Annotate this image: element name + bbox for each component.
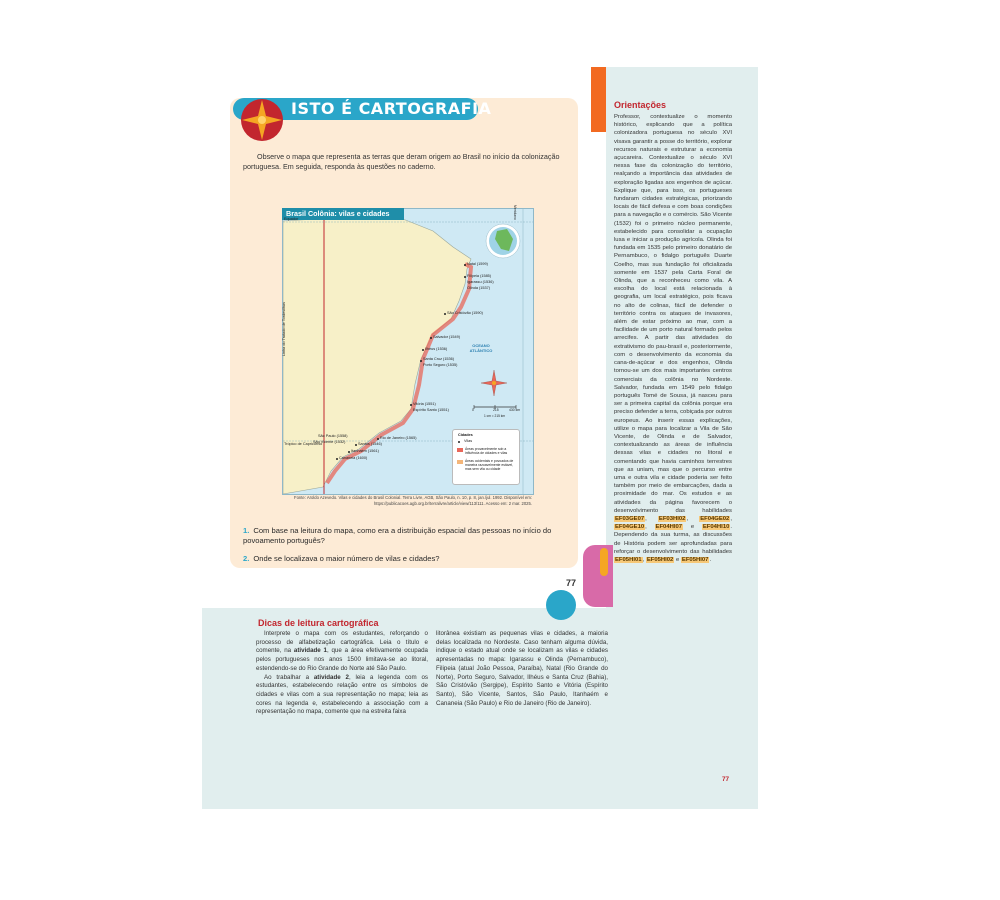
city-dot xyxy=(410,404,412,406)
orientacoes-text-d: e xyxy=(675,556,680,563)
dicas-text: , que a área efetivamente ocupada pelos portugueses nos anos 1500 limitava-se ao litoral, estendendo-se do Rio Grande do Norte até São Paulo. xyxy=(256,647,428,672)
place-rio-de-janeiro: Rio de Janeiro (1565) xyxy=(380,436,417,440)
skill-code: EF04GE10 xyxy=(615,524,645,531)
place-espirito-santo: Espírito Santo (1551) xyxy=(413,408,449,412)
map-legend xyxy=(452,429,520,485)
city-dot xyxy=(430,337,432,339)
question-1-number: 1. xyxy=(243,526,250,535)
place-natal: Natal (1599) xyxy=(467,262,488,266)
place-sao-cristovao: São Cristóvão (1590) xyxy=(447,311,483,315)
scale-end: 430 km xyxy=(509,408,521,412)
orientacoes-text-a: Professor, contextualize o momento histórico, explicando que a política colonizadora portuguesa no século XVI visava garantir a posse do território, explorar recursos naturais e estruturar a economia açucareira. Contextualize o século XVI nessa fase da colonização do território, realçando a importância das atividades de exploração ligadas aos engenhos de açúcar. Explique que, para isso, os portugueses fundaram cidades estratégicas, priorizando locais de fácil defesa e com boas condições para a navegação e o comércio. São Vicente (1532) foi o primeiro núcleo permanente, estabelecido para consolidar a ocupação lusa e iniciar a produção agrícola. Olinda foi fundada em 1535 pelo primeiro donatário de Pernambuco, o fidalgo português Duarte Coelho, mas sua fundação foi oficializada somente em 1537 pela Carta Foral de Olinda, que a reconheceu como vila. A escolha do local está relacionada à geografia, um local estratégico, pois ficava no alto de colinas, fácil de defender o território contra os ataques de invasores, além de estar próximo ao mar, com a facilidade de um porto natural formado pelos arrecifes. A partir das atividades do extrativismo do pau-brasil e, posteriormente, com o desenvolvimento da economia da cana-de-açúcar e dos engenhos, Olinda tornou-se um dos mais importantes centros comerciais da colônia no Nordeste. Salvador, fundada em 1549 pelo fidalgo português Tomé de Sousa, já nasceu para ser a primeira capital da colônia porque era preciso defender a terra, cobiçada por outros europeus. Ao inserir essas explicações, utilize o mapa para localizar a Vila de São Vicente, de Olinda e de Salvador, contextualizando as áreas de influência dessas vilas e cidades no litoral e comentando que havia caminhos terrestres que as uniam, mas que o percurso entre uma e outra vila e cidade poderia ser feito também por meio de embarcações, dada a proximidade do mar. Os estudos e as atividades da página favorecem o desenvolvimento das habilidades xyxy=(614,114,732,514)
orientacoes-title: Orientações xyxy=(614,100,667,110)
dicas-column-2: litorânea existiam as pequenas vilas e cidades, a maioria delas localizada no Nordeste. Caso tenham alguma dúvida, indique o estado atual onde se localizam as vilas e cidades apresentadas no mapa: Igarassu e Olinda (Pernambuco), Filipeia (atual João Pessoa, Paraíba), Natal (Rio Grande do Norte), Porto Seguro, Salvador, Ilhéus e Santa Cruz (Bahia), São Cristóvão (Sergipe), Espírito Santo e Vitória (Espírito Santo), São Vicente, Santos, São Paulo, Itanhaém e Cananeia (São Paulo) e Rio de Janeiro (Rio de Janeiro). xyxy=(436,630,608,707)
question-2 xyxy=(243,554,573,564)
city-dot xyxy=(355,444,357,446)
dicas-text: , leia a legenda com os estudantes, estabelecendo relação entre os símbolos de cidades e vilas com a sua representação no mapa; leia as cores na legenda e, estabelecendo a associação com a representação no mapa, comente que na estreita faixa xyxy=(256,673,428,716)
legend-area1: Áreas provavelmente sob a influência de cidades e vilas xyxy=(465,447,508,455)
skill-code: EF05HI01 xyxy=(615,556,642,563)
compass-star-icon xyxy=(237,95,287,145)
meridian-label: Meridiano xyxy=(513,205,517,220)
tordesilhas-label: Linha do Tratado de Tordesilhas xyxy=(282,302,286,356)
city-dot xyxy=(336,458,338,460)
city-dot xyxy=(348,451,350,453)
section-title: ISTO É CARTOGRAFIA xyxy=(291,99,492,118)
scale-zero: 0 xyxy=(472,408,474,412)
legend-area2: Áreas ocidentais e povoados de maneira razoavelmente estável, mas sem vila ou cidade xyxy=(465,459,514,471)
dicas-title: Dicas de leitura cartográfica xyxy=(258,618,379,628)
page-corner-decoration xyxy=(546,590,576,620)
question-1-text: Com base na leitura do mapa, como era a distribuição espacial das pessoas no início do povoamento português? xyxy=(243,526,552,545)
place-itanhaem: Itanhaém (1561) xyxy=(351,449,379,453)
place-vitoria: Vitória (1551) xyxy=(413,402,436,406)
map-source: Fonte: Aroldo Azevedo. Vilas e cidades do Brasil Colonial. Terra Livre, AGB, São Paulo, n. 10, p. 8, jan./jul. 1992. Disponível em: https://publicacoes.agb.org.br/terralivre/article/view/113/111. Acesso em: 2 mar. 2025. xyxy=(294,495,532,506)
place-porto-seguro: Porto Seguro (1535) xyxy=(423,363,458,367)
city-dot xyxy=(422,349,424,351)
place-sao-paulo: São Paulo (1558) xyxy=(318,434,348,438)
decorative-blob-orange xyxy=(600,548,608,576)
tropic-label: Trópico de Capricórnio xyxy=(284,442,323,446)
legend-vila-dot xyxy=(458,441,460,443)
equator-label: Equador xyxy=(284,217,299,221)
dicas-bold: atividade 1 xyxy=(293,647,327,655)
dicas-paragraph-2 xyxy=(256,674,428,718)
skill-code: EF04GE02 xyxy=(700,515,730,522)
skill-code: EF05HI02 xyxy=(646,556,674,563)
place-santos: Santos (1546) xyxy=(358,442,382,446)
dicas-paragraph-1 xyxy=(256,630,428,674)
place-igarassu: Igarassu (1536) xyxy=(467,280,494,284)
legend-swatch-orange xyxy=(457,460,463,464)
orientacoes-text: Professor, contextualize o momento histórico, explicando que a política colonizadora portuguesa no século XVI visava garantir a posse do território, explorar recursos naturais e estruturar a economia açucareira. Contextualize o século XVI nessa fase da colonização do território, realçando a importância das atividades de exploração ligadas aos engenhos de açúcar. Explique que, para isso, os portugueses fundaram cidades estratégicas, priorizando locais de fácil defesa e com boas condições para a navegação e o comércio. São Vicente (1532) foi o primeiro núcleo permanente, estabelecido para consolidar a ocupação lusa e iniciar a produção agrícola. Olinda foi fundada em 1535 pelo primeiro donatário de Pernambuco, o fidalgo português Duarte Coelho, mas sua fundação foi oficializada somente em 1537 pela Carta Foral de Olinda, que a reconheceu como vila. A escolha do local está relacionada à geografia, um local estratégico, pois ficava no alto de colinas, fácil de defender o território contra os ataques de invasores, além de estar próximo ao mar, com a facilidade de um porto natural formado pelos arrecifes. A partir das atividades do extrativismo do pau-brasil e, posteriormente, com o desenvolvimento da economia da cana-de-açúcar e dos engenhos, Olinda tornou-se um dos mais importantes centros comerciais da colônia no Nordeste. Salvador, fundada em 1549 pelo fidalgo português Tomé de Sousa, já nasceu para ser a primeira capital da colônia porque era preciso defender a terra, cobiçada por outros europeus. Ao inserir essas explicações, utilize o mapa para localizar a Vila de São Vicente, de Olinda e de Salvador, contextualizando as áreas de influência dessas vilas e cidades no litoral e comentando que havia caminhos terrestres que as uniam, mas que o percurso entre uma e outra vila e cidade poderia ser feito também por meio de embarcações, dada a proximidade do mar. Os estudos e as atividades da página favorecem o desenvolvimento das habilidades EF03GE07, EF03HI02, EF04GE02, EF04GE10, EF04HI07 e EF04HI10. Dependendo da sua turma, as discussões de História podem ser aprofundadas para reforçar o desenvolvimento das habilidades EF05HI01, EF05HI02 e EF05HI07. xyxy=(614,114,733,563)
dicas-bold: atividade 2 xyxy=(313,673,349,681)
intro-text: Observe o mapa que representa as terras que deram origem ao Brasil no início da colonização portuguesa. Em seguida, responda às questões no caderno. xyxy=(243,152,560,171)
scale-note: 1 cm = 215 km xyxy=(484,414,505,418)
legend-swatch-red xyxy=(457,448,463,452)
orientacoes-text-b: e xyxy=(690,524,695,531)
skill-code: EF03HI02 xyxy=(658,515,686,522)
question-2-text: Onde se localizava o maior número de vilas e cidades? xyxy=(253,554,440,563)
dicas-text: Interprete o mapa com os estudantes, reforçando o processo de alfabetização cartográfica. Leia o título e comente, na xyxy=(256,630,428,655)
scale-mid: 215 xyxy=(493,408,499,412)
place-cananeia: Cananeia (1600) xyxy=(339,456,368,460)
city-dot xyxy=(464,264,466,266)
dicas-text: Ao trabalhar a xyxy=(264,673,310,681)
place-sao-vicente: São Vicente (1532) xyxy=(313,440,346,444)
city-dot xyxy=(377,438,379,440)
orientacoes-text-c: . Dependendo da sua turma, as discussões de História podem ser aprofundadas para reforçar o desenvolvimento das habilidades xyxy=(614,524,733,555)
city-dot xyxy=(420,360,422,362)
skill-code: EF04HI07 xyxy=(655,524,683,531)
dicas-column-1 xyxy=(256,630,428,717)
map-title: Brasil Colônia: vilas e cidades xyxy=(286,209,390,218)
skill-code: EF04HI10 xyxy=(702,524,730,531)
place-santa-cruz: Santa Cruz (1536) xyxy=(423,357,455,361)
ocean-label: OCEANO ATLÂNTICO xyxy=(469,343,493,353)
footer-page-number: 77 xyxy=(722,776,730,783)
legend-vilas: Vilas xyxy=(464,439,473,443)
place-filipeia: Filipeia (1585) xyxy=(467,274,492,278)
city-dot xyxy=(444,313,446,315)
skill-code: EF05HI07 xyxy=(681,556,709,563)
place-ilheus: Ilhéus (1536) xyxy=(425,347,448,351)
place-olinda: Olinda (1537) xyxy=(467,286,491,290)
orange-tab xyxy=(591,67,606,132)
student-page-number: 77 xyxy=(566,578,577,588)
decorative-blob xyxy=(583,545,613,607)
question-1 xyxy=(243,526,573,546)
skill-code: EF03GE07 xyxy=(615,515,645,522)
city-dot xyxy=(464,276,466,278)
legend-heading: Cidades xyxy=(458,433,473,437)
question-2-number: 2. xyxy=(243,554,250,563)
compass-rose-icon xyxy=(481,370,507,396)
place-salvador: Salvador (1549) xyxy=(433,335,461,339)
